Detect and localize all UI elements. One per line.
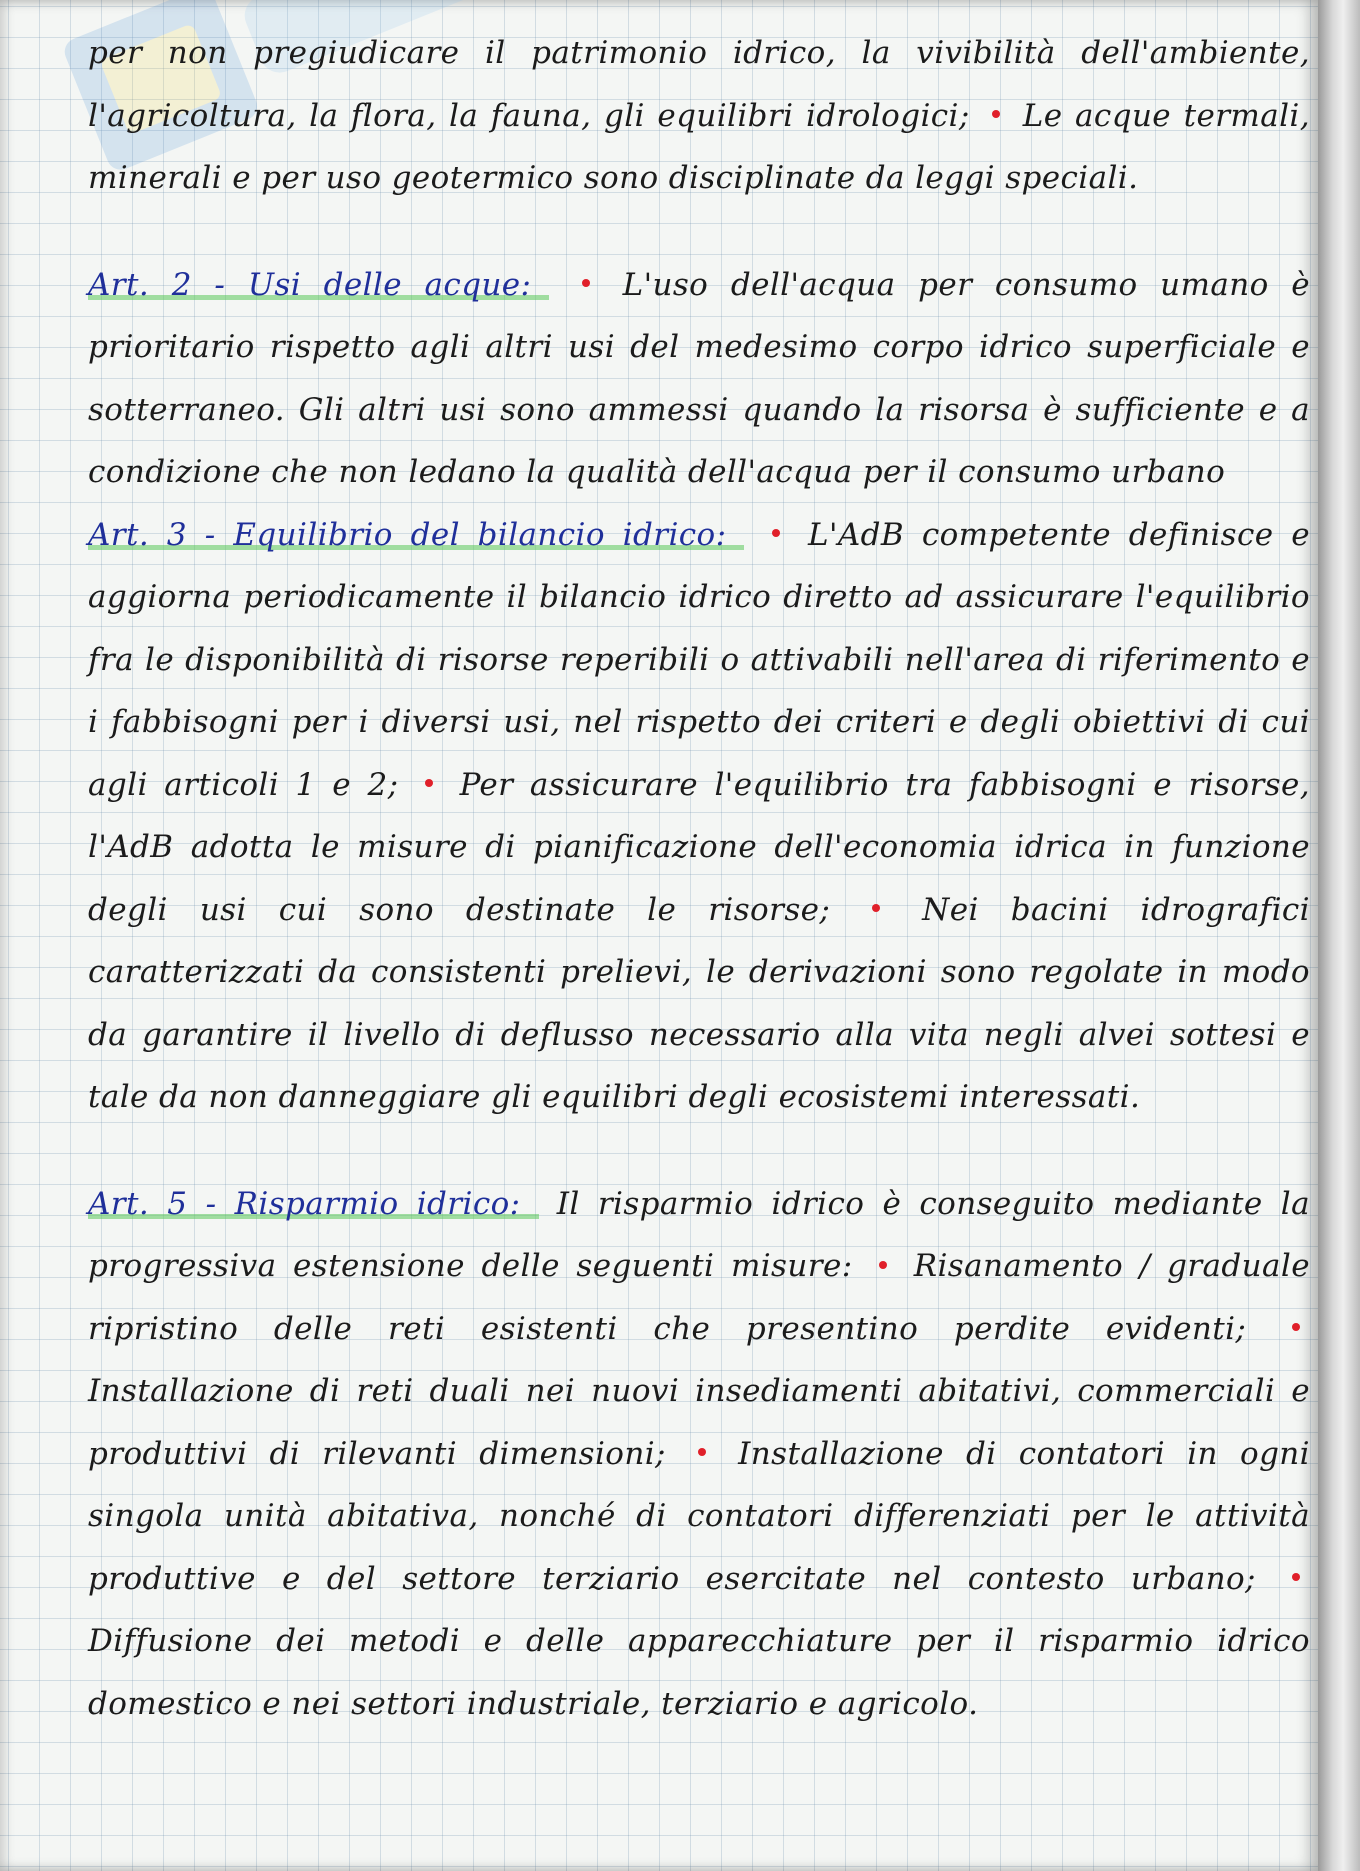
section-spacer: [88, 1129, 1310, 1173]
art5-text-1: Risanamento / graduale ripristino delle reti esistenti che presentino perdite evidenti;: [88, 1248, 1310, 1347]
bullet-icon: [1292, 1573, 1300, 1581]
bullet-icon: [772, 529, 780, 537]
intro-text-1: per non pregiudicare il patrimonio idrico, la vivibilità dell'ambiente, l'agricoltura, la flora, la fauna, gli equilibri idrologici;: [88, 35, 1310, 134]
art3-text-2: Per assicurare l'equilibrio tra fabbisogni e risorse, l'AdB adotta le misure di pianificazione dell'economia idrica in funzione degli usi cui sono destinate le risorse;: [88, 766, 1310, 928]
bullet-icon: [872, 904, 880, 912]
art5-heading: Art. 5 - Risparmio idrico:: [88, 1186, 539, 1222]
art2-heading: Art. 2 - Usi delle acque:: [88, 267, 549, 303]
art3-text-3: Nei bacini idrografici caratterizzati da consistenti prelievi, le derivazioni sono regolate in modo da garantire il livello di deflusso necessario alla vita negli alvei sottesi e tale da non danneggiare gli equilibri degli ecosistemi interessati.: [88, 891, 1310, 1115]
art2-text-1: L'uso dell'acqua per consumo umano è prioritario rispetto agli altri usi del medesimo corpo idrico superficiale e sotterraneo. Gli altri usi sono ammessi quando la risorsa è sufficiente e a condizione che non ledano la qualità dell'acqua per il consumo urbano: [88, 266, 1310, 490]
bullet-icon: [879, 1261, 887, 1269]
art5-text-0: Il risparmio idrico è conseguito mediante la progressiva estensione delle seguenti misure:: [88, 1185, 1310, 1284]
bullet-icon: [1292, 1323, 1300, 1331]
art5-text-4: Diffusione dei metodi e delle apparecchiature per il risparmio idrico domestico e nei settori industriale, terziario e agricolo.: [88, 1623, 1310, 1722]
bullet-icon: [992, 110, 1000, 118]
art3-paragraph: [88, 504, 1310, 1129]
notes-text: [88, 22, 1310, 1735]
bullet-icon: [698, 1448, 706, 1456]
intro-text-2: Le acque termali, minerali e per uso geotermico sono disciplinate da leggi speciali.: [88, 97, 1310, 196]
bullet-icon: [582, 279, 590, 287]
art2-paragraph: [88, 254, 1310, 504]
art5-paragraph: [88, 1173, 1310, 1736]
art3-text-1: L'AdB competente definisce e aggiorna periodicamente il bilancio idrico diretto ad assicurare l'equilibrio fra le disponibilità di risorse reperibili o attivabili nell'area di riferimento e i fabbisogni per i diversi usi, nel rispetto dei criteri e degli obiettivi di cui agli articoli 1 e 2;: [88, 516, 1310, 803]
intro-paragraph: [88, 22, 1310, 210]
art5-text-2: Installazione di reti duali nei nuovi insediamenti abitativi, commerciali e produttivi di rilevanti dimensioni;: [88, 1373, 1310, 1472]
notebook-binding: [1318, 0, 1360, 1871]
art5-text-3: Installazione di contatori in ogni singola unità abitativa, nonché di contatori differenziati per le attività produttive e del settore terziario esercitate nel contesto urbano;: [88, 1435, 1310, 1597]
art3-heading: Art. 3 - Equilibrio del bilancio idrico:: [88, 517, 744, 553]
bullet-icon: [425, 779, 433, 787]
section-spacer: [88, 210, 1310, 254]
